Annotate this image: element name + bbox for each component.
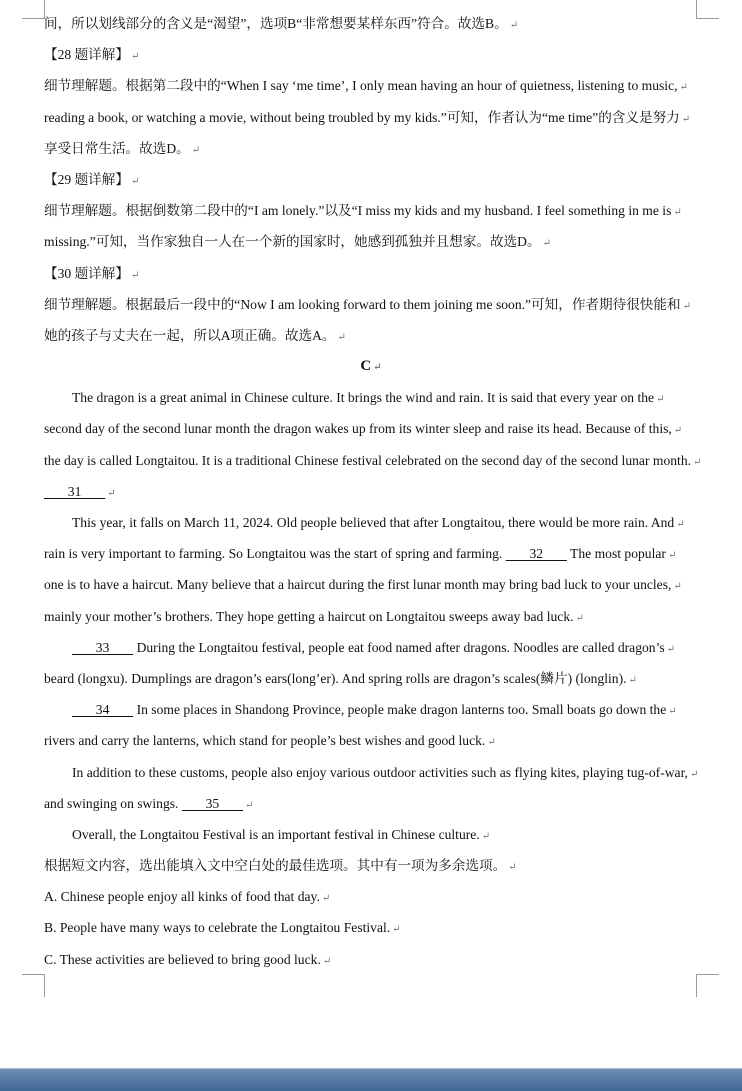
text-line <box>44 133 698 164</box>
text-line <box>44 289 698 320</box>
line-text: 间，所以划线部分的含义是“渴望”，选项B“非常想要某样东西”符合。故选B。 <box>44 16 508 31</box>
answer-blank[interactable]: 33 <box>72 639 134 655</box>
text-line <box>44 258 698 289</box>
line-text: and swinging on swings. <box>44 795 182 811</box>
text-line <box>44 507 698 538</box>
answer-blank[interactable]: 31 <box>44 483 106 499</box>
text-line <box>44 351 698 382</box>
text-line <box>44 70 698 101</box>
line-text: one is to have a haircut. Many believe that a haircut during the first lunar month may bring bad luck to your uncles, <box>44 577 672 593</box>
paragraph-mark-icon: ↵ <box>508 862 517 874</box>
paragraph-mark-icon: ↵ <box>673 425 683 437</box>
paragraph-mark-icon: ↵ <box>681 113 691 125</box>
text-line <box>44 538 698 569</box>
line-text: This year, it falls on March 11, 2024. Old people believed that after Longtaitou, there would be more rain. And <box>72 515 675 530</box>
line-text: reading a book, or watching a movie, without being troubled by my kids.”可知，作者认为“me time”的含义是努力 <box>44 109 680 125</box>
text-line <box>44 476 698 507</box>
line-text: C <box>360 358 372 375</box>
page-corner-mark <box>22 0 45 19</box>
line-text: 细节理解题。根据最后一段中的“Now I am looking forward to them joining me soon.”可知，作者期待很快能和 <box>44 296 681 312</box>
paragraph-mark-icon: ↵ <box>487 737 496 749</box>
text-line <box>44 850 698 881</box>
paragraph-mark-icon: ↵ <box>130 175 140 187</box>
text-line <box>44 39 698 70</box>
line-text: missing.”可知，当作家独自一人在一个新的国家时，她感到孤独并且想家。故选D。 <box>44 234 541 250</box>
paragraph-mark-icon: ↵ <box>191 144 201 156</box>
text-line <box>44 788 698 819</box>
paragraph-mark-icon: ↵ <box>542 238 551 250</box>
text-line <box>44 694 698 725</box>
text-line <box>44 725 698 756</box>
text-line <box>44 164 698 195</box>
answer-blank[interactable]: 34 <box>72 702 134 718</box>
line-text: mainly your mother’s brothers. They hope getting a haircut on Longtaitou sweeps away bad luck. <box>44 608 574 624</box>
text-line <box>44 632 698 663</box>
line-text: Overall, the Longtaitou Festival is an important festival in Chinese culture. <box>72 826 480 842</box>
paragraph-mark-icon: ↵ <box>693 456 702 468</box>
paragraph-mark-icon: ↵ <box>682 300 691 312</box>
line-text: rain is very important to farming. So Longtaitou was the start of spring and farming. <box>44 546 506 562</box>
text-line <box>44 102 698 133</box>
paragraph-mark-icon: ↵ <box>673 207 682 219</box>
paragraph-mark-icon: ↵ <box>666 643 676 655</box>
line-text: the day is called Longtaitou. It is a traditional Chinese festival celebrated on the second day of the second lunar month. <box>44 452 692 468</box>
line-text: C. These activities are believed to bring good luck. <box>44 951 321 967</box>
text-line <box>44 413 698 444</box>
paragraph-mark-icon: ↵ <box>656 394 665 406</box>
paragraph-mark-icon: ↵ <box>668 706 677 718</box>
line-text: During the Longtaitou festival, people eat food named after dragons. Noodles are called dragon’s <box>133 639 665 655</box>
line-text: 她的孩子与丈夫在一起，所以A项正确。故选A。 <box>44 327 336 343</box>
line-text: 根据短文内容，选出能填入文中空白处的最佳选项。其中有一项为多余选项。 <box>44 858 507 874</box>
text-line <box>44 382 698 413</box>
paragraph-mark-icon: ↵ <box>628 674 637 686</box>
line-text: 【29 题详解】 <box>44 171 129 187</box>
paragraph-mark-icon: ↵ <box>322 955 332 967</box>
text-line <box>44 195 698 226</box>
paragraph-mark-icon: ↵ <box>673 581 682 593</box>
line-text: 细节理解题。根据倒数第二段中的“I am lonely.”以及“I miss my kids and my husband. I feel something in me is <box>44 203 672 219</box>
text-line <box>44 881 698 912</box>
text-line <box>44 601 698 632</box>
page-corner-mark <box>696 0 719 19</box>
paragraph-mark-icon: ↵ <box>107 487 116 499</box>
line-text: beard (longxu). Dumplings are dragon’s ears(long’er). And spring rolls are dragon’s scales(鳞片) (longlin). <box>44 670 627 686</box>
line-text: B. People have many ways to celebrate the Longtaitou Festival. <box>44 920 391 936</box>
paragraph-mark-icon: ↵ <box>481 830 491 842</box>
line-text: 享受日常生活。故选D。 <box>44 140 190 156</box>
line-text: The dragon is a great animal in Chinese culture. It brings the wind and rain. It is said that every year on the <box>72 390 655 406</box>
page-corner-mark <box>696 974 719 997</box>
taskbar <box>0 1068 742 1091</box>
line-text: second day of the second lunar month the dragon wakes up from its winter sleep and raise its head. Because of this, <box>44 421 672 437</box>
paragraph-mark-icon: ↵ <box>245 799 254 811</box>
text-line <box>44 912 698 943</box>
text-line <box>44 320 698 351</box>
document-body[interactable] <box>44 8 702 975</box>
answer-blank[interactable]: 32 <box>505 546 567 562</box>
line-text: A. Chinese people enjoy all kinks of food that day. <box>44 889 320 905</box>
line-text: rivers and carry the lanterns, which stand for people’s best wishes and good luck. <box>44 733 486 749</box>
text-line <box>44 819 698 850</box>
paragraph-mark-icon: ↵ <box>321 893 331 905</box>
page-corner-mark <box>22 974 45 997</box>
paragraph-mark-icon: ↵ <box>509 20 519 31</box>
text-line <box>44 569 698 600</box>
text-line <box>44 944 698 975</box>
paragraph-mark-icon: ↵ <box>676 519 685 530</box>
answer-blank[interactable]: 35 <box>181 795 244 811</box>
line-text: 【30 题详解】 <box>44 265 129 281</box>
paragraph-mark-icon: ↵ <box>679 82 688 94</box>
text-line <box>44 226 698 257</box>
paragraph-mark-icon: ↵ <box>392 924 401 936</box>
text-line <box>44 8 698 39</box>
paragraph-mark-icon: ↵ <box>337 331 346 343</box>
line-text: In some places in Shandong Province, people make dragon lanterns too. Small boats go down the <box>133 702 667 718</box>
line-text: In addition to these customs, people also enjoy various outdoor activities such as flying kites, playing tug-of-war, <box>72 764 688 780</box>
paragraph-mark-icon: ↵ <box>575 612 584 624</box>
paragraph-mark-icon: ↵ <box>130 51 140 63</box>
text-line <box>44 445 702 476</box>
paragraph-mark-icon: ↵ <box>373 362 382 374</box>
text-line <box>44 757 698 788</box>
line-text: 【28 题详解】 <box>44 47 129 63</box>
paragraph-mark-icon: ↵ <box>130 269 140 281</box>
line-text: The most popular <box>566 546 666 562</box>
paragraph-mark-icon: ↵ <box>667 550 677 562</box>
text-line <box>44 663 698 694</box>
paragraph-mark-icon: ↵ <box>689 768 699 780</box>
line-text: 细节理解题。根据第二段中的“When I say ‘me time’, I only mean having an hour of quietness, listening to music, <box>44 78 678 94</box>
